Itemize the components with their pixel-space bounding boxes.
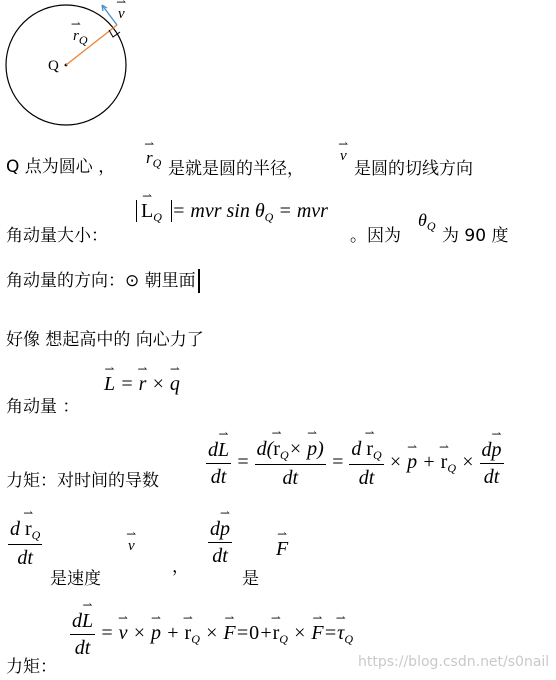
- radius-text: 是就是圆的半径，: [168, 159, 304, 179]
- comma: ，: [172, 557, 189, 577]
- velocity-text: 是速度: [50, 569, 101, 589]
- direction-line: 角动量的方向：⊙ 朝里面: [6, 266, 200, 293]
- radius-label: ⇀ $r_Q$: [73, 28, 88, 48]
- angular-momentum-formula: ⇀ L = ⇀ r × ⇀ q: [104, 373, 180, 396]
- v-symbol: ⇀ v: [340, 148, 347, 165]
- tangent-text: 是圆的切线方向: [354, 159, 473, 179]
- is-text: 是: [242, 569, 259, 589]
- angular-momentum-magnitude-formula: ⇀ $L_Q$ = mvr $\sin \theta_Q$ = mvr: [136, 200, 328, 225]
- angular-momentum-label: 角动量 ：: [6, 397, 80, 417]
- dr-dt-fraction: $\frac{d ⇀ r_Q}{dt}$: [8, 518, 42, 569]
- angular-momentum-magnitude-label: 角动量大小：: [6, 226, 108, 246]
- F-symbol: ⇀ F: [276, 538, 288, 561]
- torque-label: 力矩：: [6, 657, 57, 677]
- tangent-label: ⇀ v: [118, 6, 125, 23]
- text-cursor: [198, 269, 200, 293]
- torque-derivative-label: 力矩：对时间的导数: [6, 471, 159, 491]
- because-text: 。因为: [350, 226, 401, 246]
- watermark: https://blog.csdn.net/s0nail: [358, 654, 550, 670]
- line-center-definition: Q 点为圆心 ，: [6, 157, 116, 177]
- dp-dt-fraction: $\frac{d⇀ p}{dt}$: [208, 518, 232, 567]
- torque-formula: $\frac{d⇀ L}{dt}$ = ⇀ v × ⇀ p + ⇀ $r_Q$ × ⇀ F=0+⇀ $r_Q$ × ⇀ F=⇀ $\tau_Q$: [70, 610, 353, 659]
- center-label: Q: [48, 58, 59, 74]
- ninety-degrees-text: 为 90 度: [442, 226, 509, 246]
- v-symbol-2: ⇀ v: [128, 538, 135, 555]
- rq-symbol: ⇀ $r_Q$: [146, 148, 161, 171]
- torque-derivative-formula: $\frac{d⇀ L}{dt}$ = $\frac{d(⇀ r_Q\times ⇀ p)}{dt}$ = $\frac{d ⇀ r_Q}{dt}$ × ⇀ p + ⇀ $r_Q$ × $\frac{d⇀ p}{dt}$: [206, 438, 504, 489]
- theta-q: $\theta_Q$: [418, 210, 436, 233]
- centripetal-note: 好像 想起高中的 向心力了: [6, 330, 204, 350]
